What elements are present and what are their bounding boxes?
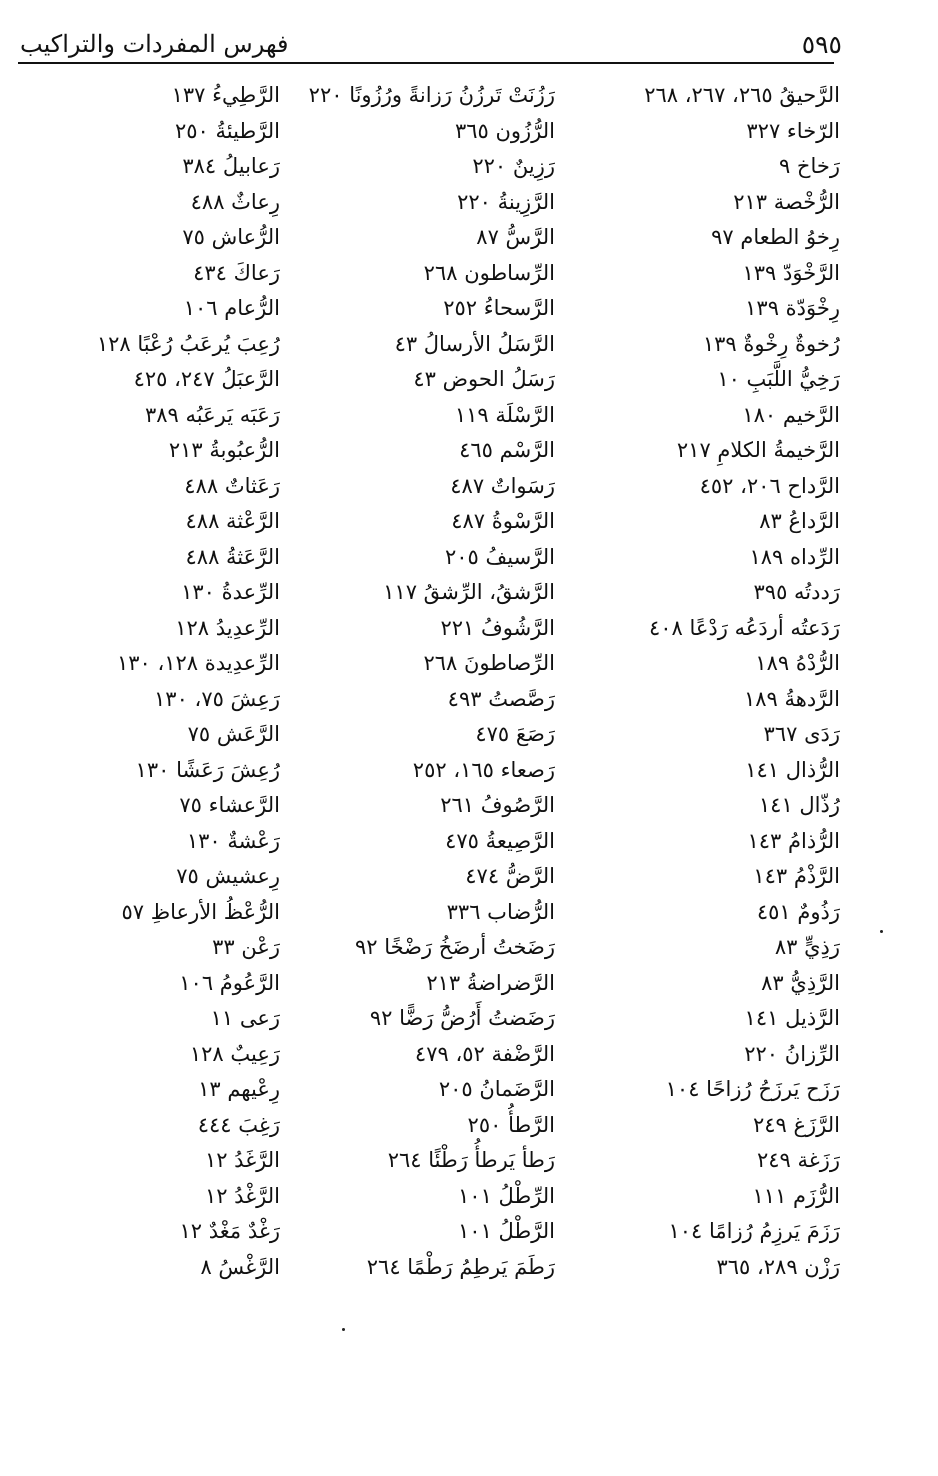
index-column-right: [590, 78, 840, 1285]
stray-mark: [342, 1328, 345, 1331]
index-entry: الرَّطْلُ ١٠١: [458, 1219, 555, 1243]
index-entry: الرَّسْوةُ ٤٨٧: [451, 509, 555, 533]
index-entry: الرَّسَلُ الأرسالُ ٤٣: [394, 331, 555, 356]
index-entry: الرَّضْفة ٥٢، ٤٧٩: [414, 1041, 555, 1066]
index-entry: الرَّسحاءُ ٢٥٢: [443, 296, 555, 320]
index-entry: الرَّغَدُ ١٢: [204, 1148, 280, 1172]
index-entry: الرُّعْظُ الأرعاظِ ٥٧: [121, 899, 280, 924]
index-entry: الرُّضاب ٣٣٦: [446, 899, 555, 924]
index-entry: الرِّعدِيدة ١٢٨، ١٣٠: [116, 651, 280, 675]
index-entry: رَخِيُّ اللَّبَبِ ١٠: [717, 367, 840, 391]
index-entry: رَخاخ ٩: [778, 154, 840, 178]
page-number: ٥٩٥: [801, 30, 842, 59]
index-entry: رَسَلُ الحوض ٤٣: [413, 367, 555, 391]
index-entry: رِعْيهم ١٣: [198, 1077, 280, 1101]
index-entry: الرَّعُومُ ١٠٦: [179, 970, 280, 995]
index-entry: الرَّعبَلُ ٢٤٧، ٤٢٥: [133, 367, 280, 391]
index-entry: الرَّطأُ ٢٥٠: [467, 1112, 555, 1137]
index-entry: الرَّسيفُ ٢٠٥: [444, 544, 555, 569]
index-entry: الرُّعبُوبةُ ٢١٣: [168, 438, 280, 462]
index-entry: رَذُومٌ ٤٥١: [756, 899, 840, 924]
index-entry: رُعِشَ رَعَشًا ١٣٠: [135, 757, 280, 782]
index-entry: الرُّزَم ١١١: [752, 1183, 840, 1208]
index-entry: الرِّساطون ٢٦٨: [423, 260, 555, 285]
index-entry: رَعِيبٌ ١٢٨: [189, 1041, 280, 1066]
index-entry: رَدَعتُه أردَعُه رَدْعًا ٤٠٨: [648, 615, 840, 640]
index-entry: رُعِبَ يُرعَبُ رُعْبًا ١٢٨: [96, 331, 280, 356]
index-entry: الرَّخيم ١٨٠: [742, 402, 840, 427]
index-entry: رَددتُه ٣٩٥: [753, 580, 840, 604]
index-entry: رَعاكَ ٤٣٤: [193, 260, 280, 285]
index-entry: الرِّعدةُ ١٣٠: [181, 580, 280, 604]
index-entry: الرَّحيقُ ٢٦٥، ٢٦٧، ٢٦٨: [644, 83, 840, 107]
index-entry: رَضَضتُ أَرُضُّ رَضًّا ٩٢: [369, 1006, 555, 1030]
stray-mark: [880, 930, 883, 933]
index-entry: الرِّطْلُ ١٠١: [458, 1183, 555, 1208]
index-column-left: [30, 78, 280, 1285]
index-entry: الرِّعدِيدُ ١٢٨: [175, 615, 280, 640]
index-entry: رَزِينٌ ٢٢٠: [472, 154, 555, 178]
index-entry: رِعشيش ٧٥: [176, 864, 280, 888]
index-entry: رِخوُ الطعام ٩٧: [711, 225, 840, 249]
index-entry: رَذِيٍّ ٨٣: [774, 935, 840, 959]
index-entry: رَعِشَ ٧٥، ١٣٠: [154, 686, 280, 711]
index-entry: رَدَى ٣٦٧: [763, 722, 840, 746]
index-entry: الرَّغْدُ ١٢: [204, 1183, 280, 1208]
index-entry: الرَّعَش ٧٥: [187, 722, 280, 746]
index-entry: الرِّداه ١٨٩: [749, 544, 840, 569]
header-rule: [18, 62, 834, 64]
index-entry: الرُّذامُ ١٤٣: [747, 828, 840, 853]
index-entry: رَعَبَه يَرعَبُه ٣٨٩: [144, 402, 280, 427]
index-entry: رَسَواتٌ ٤٨٧: [450, 473, 555, 498]
index-entry: رَضَختُ أرضَخُ رَضْخًا ٩٢: [354, 935, 555, 959]
index-entry: رَصعاء ١٦٥، ٢٥٢: [412, 757, 555, 782]
index-entry: الرَّعَثةُ ٤٨٨: [185, 544, 280, 569]
index-entry: الرَّطيئةُ ٢٥٠: [175, 118, 280, 143]
index-entry: الرَّضراضةُ ٢١٣: [426, 970, 555, 995]
index-entry: رَزَمَ يَرزِمُ رُزامًا ١٠٤: [668, 1219, 840, 1243]
index-entry: رَعَثاتٌ ٤٨٨: [184, 473, 280, 498]
index-entry: الرَّضُّ ٤٧٤: [465, 864, 555, 888]
index-entry: رُخوةٌ رِخْوةٌ ١٣٩: [702, 331, 840, 356]
index-entry: رَزَغة ٢٤٩: [756, 1148, 840, 1172]
index-entry: رَزَح يَرزَحُ رُزاحًا ١٠٤: [665, 1077, 840, 1101]
index-entry: رَزُنَتْ تَرزُنُ رَزانةً ورُزُونًا ٢٢٠: [308, 83, 555, 107]
index-entry: الرّخاء ٣٢٧: [746, 118, 840, 143]
index-entry: الرَّزَغ ٢٤٩: [752, 1112, 840, 1137]
index-entry: الرُّدْهُ ١٨٩: [755, 651, 840, 675]
running-title: فهرس المفردات والتراكيب: [20, 30, 289, 58]
index-entry: الرَّشقُ، الرِّشقُ ١١٧: [383, 580, 555, 604]
index-entry: الرَّدهةُ ١٨٩: [743, 686, 840, 711]
index-entry: الرِّزانُ ٢٢٠: [744, 1041, 840, 1066]
index-entry: رُذّال ١٤١: [758, 793, 840, 817]
index-entry: رَصَعَ ٤٧٥: [475, 722, 555, 746]
index-entry: رَزْن ٢٨٩، ٣٦٥: [716, 1254, 840, 1279]
index-entry: رَعى ١١: [210, 1006, 280, 1030]
index-entry: الرُّخْصة ٢١٣: [733, 189, 840, 214]
index-entry: الرَّخْوَدّ ١٣٩: [742, 260, 840, 285]
index-entry: رَعْشةٌ ١٣٠: [186, 828, 280, 853]
index-entry: الرَّضَمانُ ٢٠٥: [438, 1077, 555, 1101]
index-entry: الرُّعام ١٠٦: [183, 296, 280, 320]
index-entry: الرَّعشاء ٧٥: [179, 793, 280, 817]
index-entry: الرَّصِيعةُ ٤٧٥: [445, 828, 555, 853]
index-entry: رَعابيلُ ٣٨٤: [182, 154, 280, 178]
index-entry: الرَّغْسُ ٨: [200, 1254, 280, 1279]
index-entry: الرُّعاش ٧٥: [182, 225, 280, 249]
index-entry: الرَّسُّ ٨٧: [476, 225, 555, 249]
index-entry: الرَّشُوفُ ٢٢١: [440, 615, 555, 640]
index-entry: رَصَّصتُ ٤٩٣: [447, 686, 555, 711]
index-entry: الرَّذِيُّ ٨٣: [761, 970, 840, 995]
index-entry: الرَّداح ٢٠٦، ٤٥٢: [699, 473, 840, 498]
index-entry: رَعْن ٣٣: [212, 935, 280, 959]
index-entry: الرَّداعُ ٨٣: [759, 509, 840, 533]
index-entry: رِخْوَدّة ١٣٩: [745, 296, 840, 320]
index-entry: رَغْدٌ مَغْدٌ ١٢: [179, 1219, 280, 1243]
index-entry: رَغِبَ ٤٤٤: [197, 1112, 280, 1137]
index-entry: الرَّعْثة ٤٨٨: [185, 509, 280, 533]
index-entry: الرَّطِيءُ ١٣٧: [171, 83, 280, 107]
index-entry: الرَّذْمُ ١٤٣: [753, 864, 840, 888]
index-entry: رَطَمَ يَرطِمُ رَطْمًا ٢٦٤: [366, 1254, 555, 1279]
index-entry: الرُّذال ١٤١: [745, 757, 840, 782]
index-entry: الرَّصُوفُ ٢٦١: [440, 793, 555, 817]
index-entry: الرَّخيمةُ الكلامِ ٢١٧: [676, 438, 840, 462]
index-entry: الرَّزِينةُ ٢٢٠: [457, 189, 555, 214]
page-header: [20, 22, 842, 62]
index-entry: الرِّصاطونَ ٢٦٨: [423, 651, 555, 675]
index-entry: رَطأ يَرطأُ رَطْئًا ٢٦٤: [387, 1148, 555, 1172]
index-entry: الرَّسْلَة ١١٩: [454, 402, 555, 427]
index-column-middle: [305, 78, 555, 1285]
index-columns: [90, 78, 840, 1308]
index-entry: الرُّزُون ٣٦٥: [454, 118, 555, 143]
index-entry: الرَّذيل ١٤١: [744, 1006, 840, 1030]
index-entry: رِعاثٌ ٤٨٨: [190, 189, 280, 214]
index-entry: الرَّسْم ٤٦٥: [459, 438, 555, 462]
